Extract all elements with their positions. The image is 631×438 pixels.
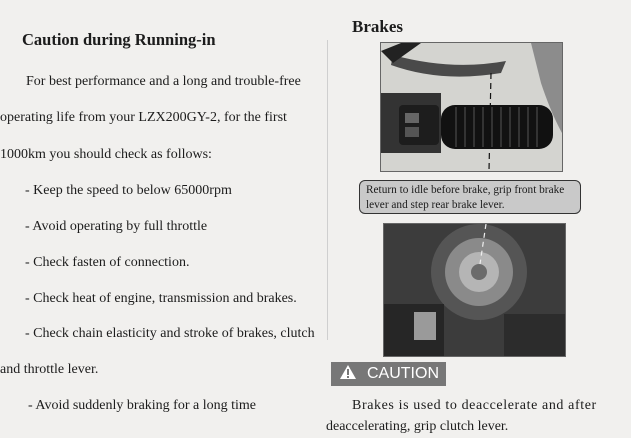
brakes-body-line-1: Brakes is used to deaccelerate and after — [352, 398, 597, 413]
intro-line-3: 1000km you should check as follows: — [0, 147, 212, 162]
column-divider — [327, 40, 328, 340]
section-title-running-in: Caution during Running-in — [22, 30, 216, 49]
section-title-brakes: Brakes — [352, 17, 403, 36]
check-item: - Keep the speed to below 65000rpm — [25, 183, 232, 198]
caution-banner — [331, 362, 446, 386]
check-item: - Avoid operating by full throttle — [25, 219, 208, 234]
warning-triangle-icon — [339, 364, 357, 385]
check-item: - Check fasten of connection. — [25, 255, 190, 270]
intro-line-1: For best performance and a long and trouble-free — [26, 74, 301, 89]
handlebar-brake-photo — [380, 42, 563, 172]
check-item: - Check chain elasticity and stroke of brakes, clutch — [25, 326, 315, 341]
caution-label: CAUTION — [367, 365, 439, 382]
rear-brake-photo — [383, 223, 566, 357]
check-item-continued: and throttle lever. — [0, 362, 99, 377]
check-item: - Avoid suddenly braking for a long time — [28, 398, 256, 413]
check-item: - Check heat of engine, transmission and brakes. — [25, 291, 297, 306]
brakes-body-line-2: deaccelerating, grip clutch lever. — [326, 419, 509, 434]
brake-callout: Return to idle before brake, grip front brake lever and step rear brake lever. — [359, 180, 581, 214]
intro-line-2: operating life from your LZX200GY-2, for the first — [0, 110, 287, 125]
